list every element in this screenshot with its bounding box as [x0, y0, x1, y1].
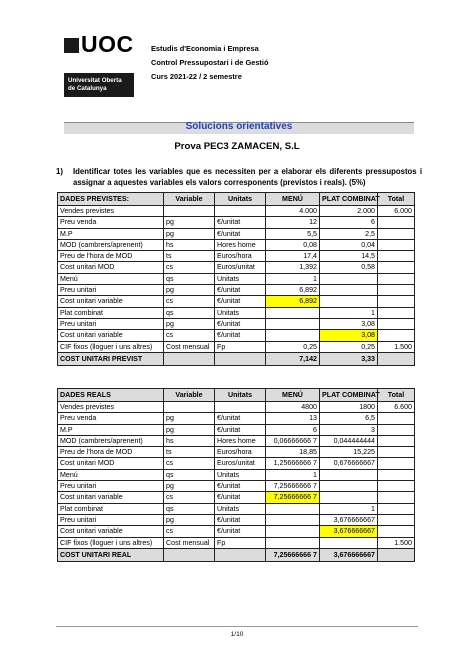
table-cell: €/unitat — [215, 413, 266, 424]
table-cell — [320, 469, 378, 480]
table-cell: cs — [164, 296, 215, 307]
table-cell: CIF fixos (lloguer i uns altres) — [58, 341, 164, 352]
total-cell — [215, 352, 266, 365]
table-row — [58, 481, 415, 492]
table-cell: Cost unitari variable — [58, 296, 164, 307]
table-cell — [164, 206, 215, 217]
table-cell: 0,044444444 — [320, 435, 378, 446]
table-cell — [378, 481, 415, 492]
table-row — [58, 318, 415, 329]
table-cell: cs — [164, 458, 215, 469]
table-cell — [378, 330, 415, 341]
table-cell — [378, 285, 415, 296]
table-cell — [378, 217, 415, 228]
table-cell — [266, 330, 320, 341]
logo-subtitle-line-2: de Catalunya — [68, 85, 107, 92]
table-cell — [266, 503, 320, 514]
table-cell: qs — [164, 273, 215, 284]
column-header: Total — [378, 193, 415, 206]
table-cell — [215, 206, 266, 217]
table-cell: Cost unitari MOD — [58, 262, 164, 273]
course-line: Control Pressupostari i de Gestió — [151, 58, 269, 67]
table-cell: €/unitat — [215, 330, 266, 341]
table-cell: €/unitat — [215, 514, 266, 525]
table-cell: Cost unitari variable — [58, 526, 164, 537]
table-row — [58, 285, 415, 296]
table-row — [58, 503, 415, 514]
table-cell: Euros/hora — [215, 251, 266, 262]
table-cell: Preu venda — [58, 217, 164, 228]
table-header-row — [58, 193, 415, 206]
table-cell: €/unitat — [215, 526, 266, 537]
table-cell: Preu unitari — [58, 481, 164, 492]
table-cell — [320, 492, 378, 503]
question-number: 1) — [56, 167, 63, 176]
table-cell: 6.600 — [378, 402, 415, 413]
table-row — [58, 206, 415, 217]
table-cell: Cost mensual — [164, 537, 215, 548]
table-row — [58, 296, 415, 307]
table-dades-previstes — [57, 192, 415, 366]
table-row — [58, 435, 415, 446]
institution-info — [151, 42, 268, 84]
table-cell: 12 — [266, 217, 320, 228]
logo-square-icon — [64, 38, 79, 53]
table-cell: 6,892 — [266, 296, 320, 307]
table-cell: Vendes previstes — [58, 402, 164, 413]
table-cell: Hores home — [215, 239, 266, 250]
table-cell: 13 — [266, 413, 320, 424]
table-row — [58, 341, 415, 352]
table-cell: Plat combinat — [58, 503, 164, 514]
table-cell: hs — [164, 239, 215, 250]
table-cell: €/unitat — [215, 318, 266, 329]
column-header: DADES PREVISTES: — [58, 193, 164, 206]
solutions-banner — [64, 122, 414, 134]
total-cell — [164, 548, 215, 561]
table-cell: Unitats — [215, 503, 266, 514]
table-cell — [378, 307, 415, 318]
table-cell: Unitats — [215, 307, 266, 318]
table-cell: 15,225 — [320, 447, 378, 458]
table-cell: CIF fixos (lloguer i uns altres) — [58, 537, 164, 548]
table-dades-reals — [57, 388, 415, 562]
table-cell: ts — [164, 251, 215, 262]
table-cell: 7,25666666 7 — [266, 492, 320, 503]
table-row — [58, 402, 415, 413]
table-cell: Menú — [58, 469, 164, 480]
table-cell: 7,25666666 7 — [266, 481, 320, 492]
column-header: Variable — [164, 193, 215, 206]
table-cell: MOD (cambrers/aprenent) — [58, 239, 164, 250]
table-cell: 0,25 — [266, 341, 320, 352]
table-cell: €/unitat — [215, 285, 266, 296]
uoc-logo — [64, 31, 134, 95]
logo-subtitle-line-1: Universitat Oberta — [68, 77, 122, 84]
table-cell: Preu de l'hora de MOD — [58, 447, 164, 458]
table-cell: pg — [164, 228, 215, 239]
table-cell: MOD (cambrers/aprenent) — [58, 435, 164, 446]
table-cell: Cost unitari MOD — [58, 458, 164, 469]
table-cell — [378, 318, 415, 329]
table-cell: €/unitat — [215, 217, 266, 228]
table-cell: 0,58 — [320, 262, 378, 273]
table-cell: 3,08 — [320, 318, 378, 329]
question-1 — [56, 166, 422, 188]
total-cell: 7,142 — [266, 352, 320, 365]
table-cell — [378, 458, 415, 469]
page-number: 1/10 — [230, 631, 244, 638]
table-cell — [378, 435, 415, 446]
table-cell — [266, 514, 320, 525]
table-row — [58, 424, 415, 435]
table-cell: €/unitat — [215, 296, 266, 307]
logo-wordmark: UOC — [81, 31, 134, 57]
table-cell: 3,676666667 — [320, 526, 378, 537]
table-row — [58, 526, 415, 537]
table-cell — [266, 318, 320, 329]
table-cell: 1,25666666 7 — [266, 458, 320, 469]
footer-divider — [56, 626, 418, 627]
table-cell — [378, 447, 415, 458]
table-cell: €/unitat — [215, 492, 266, 503]
table-cell: pg — [164, 318, 215, 329]
table-cell: 1.500 — [378, 537, 415, 548]
table-cell: 1 — [320, 307, 378, 318]
total-cell: COST UNITARI REAL — [58, 548, 164, 561]
table-row — [58, 537, 415, 548]
table-cell: pg — [164, 424, 215, 435]
table-cell: pg — [164, 481, 215, 492]
table-cell: 2.000 — [320, 206, 378, 217]
table-cell: qs — [164, 469, 215, 480]
table-cell: 17,4 — [266, 251, 320, 262]
table-cell — [320, 296, 378, 307]
total-cell — [378, 548, 415, 561]
table-cell: hs — [164, 435, 215, 446]
table-cell — [378, 251, 415, 262]
document-header — [64, 31, 414, 96]
column-header: PLAT COMBINAT — [320, 389, 378, 402]
table-cell: 6.000 — [378, 206, 415, 217]
table-cell: 3,676666667 — [320, 514, 378, 525]
table-cell — [378, 424, 415, 435]
table-cell: 0,676666667 — [320, 458, 378, 469]
table-row — [58, 228, 415, 239]
column-header: MENÚ — [266, 389, 320, 402]
table-row — [58, 217, 415, 228]
table-cell: qs — [164, 307, 215, 318]
total-cell — [215, 548, 266, 561]
table-row — [58, 262, 415, 273]
table-cell: Fp — [215, 341, 266, 352]
table-header-row — [58, 389, 415, 402]
column-header: DADES REALS — [58, 389, 164, 402]
table-cell: 1.500 — [378, 341, 415, 352]
table-cell: 3 — [320, 424, 378, 435]
total-row — [58, 548, 415, 561]
table-cell: Vendes previstes — [58, 206, 164, 217]
column-header: Variable — [164, 389, 215, 402]
table-cell: cs — [164, 330, 215, 341]
table-cell: €/unitat — [215, 424, 266, 435]
table-cell — [164, 402, 215, 413]
table-cell: 4.000 — [266, 206, 320, 217]
table-cell: pg — [164, 514, 215, 525]
column-header: PLAT COMBINAT — [320, 193, 378, 206]
table-cell: 0,04 — [320, 239, 378, 250]
table-cell — [378, 239, 415, 250]
table-cell — [378, 469, 415, 480]
table-row — [58, 469, 415, 480]
column-header: MENÚ — [266, 193, 320, 206]
table-cell — [215, 402, 266, 413]
table-cell: Preu de l'hora de MOD — [58, 251, 164, 262]
table-cell: cs — [164, 526, 215, 537]
table-row — [58, 492, 415, 503]
column-header: Unitats — [215, 193, 266, 206]
total-cell — [164, 352, 215, 365]
table-cell: Preu venda — [58, 413, 164, 424]
table-row — [58, 330, 415, 341]
table-cell: Cost mensual — [164, 341, 215, 352]
total-row — [58, 352, 415, 365]
table-cell — [320, 285, 378, 296]
table-cell: Unitats — [215, 469, 266, 480]
table-cell: 4800 — [266, 402, 320, 413]
table-cell: 6 — [320, 217, 378, 228]
question-text: Identificar totes les variables que es necessiten per a elaborar els diferents pressupostos i assignar a aquestes variables els valors corresponents (previstos i reals). (5%) — [73, 167, 422, 187]
table-cell — [378, 503, 415, 514]
table-cell — [378, 526, 415, 537]
table-row — [58, 307, 415, 318]
total-cell — [378, 352, 415, 365]
table-cell: 1 — [320, 503, 378, 514]
column-header: Unitats — [215, 389, 266, 402]
table-cell: 1 — [266, 469, 320, 480]
table-cell — [320, 537, 378, 548]
table-cell — [320, 481, 378, 492]
table-cell: Preu unitari — [58, 285, 164, 296]
table-cell: pg — [164, 413, 215, 424]
table-cell: 14,5 — [320, 251, 378, 262]
table-cell: €/unitat — [215, 481, 266, 492]
table-cell: 6 — [266, 424, 320, 435]
table-cell: Euros/unitat — [215, 458, 266, 469]
table-cell: qs — [164, 503, 215, 514]
solutions-title: Solucions orientatives — [185, 121, 293, 132]
table-cell: Fp — [215, 537, 266, 548]
total-cell: 3,676666667 — [320, 548, 378, 561]
table-cell: Plat combinat — [58, 307, 164, 318]
column-header: Total — [378, 389, 415, 402]
table-cell: M.P — [58, 424, 164, 435]
table-cell — [266, 307, 320, 318]
table-cell: cs — [164, 492, 215, 503]
table-cell: 6,5 — [320, 413, 378, 424]
table-cell: pg — [164, 285, 215, 296]
table-cell: Preu unitari — [58, 514, 164, 525]
table-cell — [378, 492, 415, 503]
table-cell: 1800 — [320, 402, 378, 413]
total-cell: 3,33 — [320, 352, 378, 365]
table-cell — [378, 413, 415, 424]
table-cell: 18,85 — [266, 447, 320, 458]
table-cell: 0,25 — [320, 341, 378, 352]
table-cell — [266, 526, 320, 537]
table-cell — [378, 296, 415, 307]
table-cell: Euros/unitat — [215, 262, 266, 273]
table-cell: 1,392 — [266, 262, 320, 273]
table-cell: Cost unitari variable — [58, 330, 164, 341]
table-row — [58, 239, 415, 250]
table-cell — [266, 537, 320, 548]
exam-title: Prova PEC3 ZAMACEN, S.L — [174, 141, 300, 152]
table-row — [58, 413, 415, 424]
table-cell: 0,06666666 7 — [266, 435, 320, 446]
table-cell: cs — [164, 262, 215, 273]
table-cell: 3,08 — [320, 330, 378, 341]
table-cell: Euros/hora — [215, 447, 266, 458]
table-cell: Menú — [58, 273, 164, 284]
table-cell: 1 — [266, 273, 320, 284]
table-row — [58, 514, 415, 525]
table-cell: 6,892 — [266, 285, 320, 296]
total-cell: 7,25666666 7 — [266, 548, 320, 561]
table-cell: 5,5 — [266, 228, 320, 239]
table-cell: Preu unitari — [58, 318, 164, 329]
table-cell: 0,08 — [266, 239, 320, 250]
table-cell: pg — [164, 217, 215, 228]
table-cell: Unitats — [215, 273, 266, 284]
term-line: Curs 2021-22 / 2 semestre — [151, 72, 242, 81]
table-cell: Cost unitari variable — [58, 492, 164, 503]
table-row — [58, 458, 415, 469]
table-cell: €/unitat — [215, 228, 266, 239]
table-cell: ts — [164, 447, 215, 458]
table-row — [58, 447, 415, 458]
table-cell — [320, 273, 378, 284]
table-cell — [378, 514, 415, 525]
table-cell — [378, 262, 415, 273]
table-cell — [378, 273, 415, 284]
logo-subtitle — [64, 73, 134, 97]
table-cell: 2,5 — [320, 228, 378, 239]
table-cell: Hores home — [215, 435, 266, 446]
table-row — [58, 251, 415, 262]
studies-line: Estudis d'Economia i Empresa — [151, 44, 259, 53]
table-row — [58, 273, 415, 284]
table-cell — [378, 228, 415, 239]
table-cell: M.P — [58, 228, 164, 239]
total-cell: COST UNITARI PREVIST — [58, 352, 164, 365]
